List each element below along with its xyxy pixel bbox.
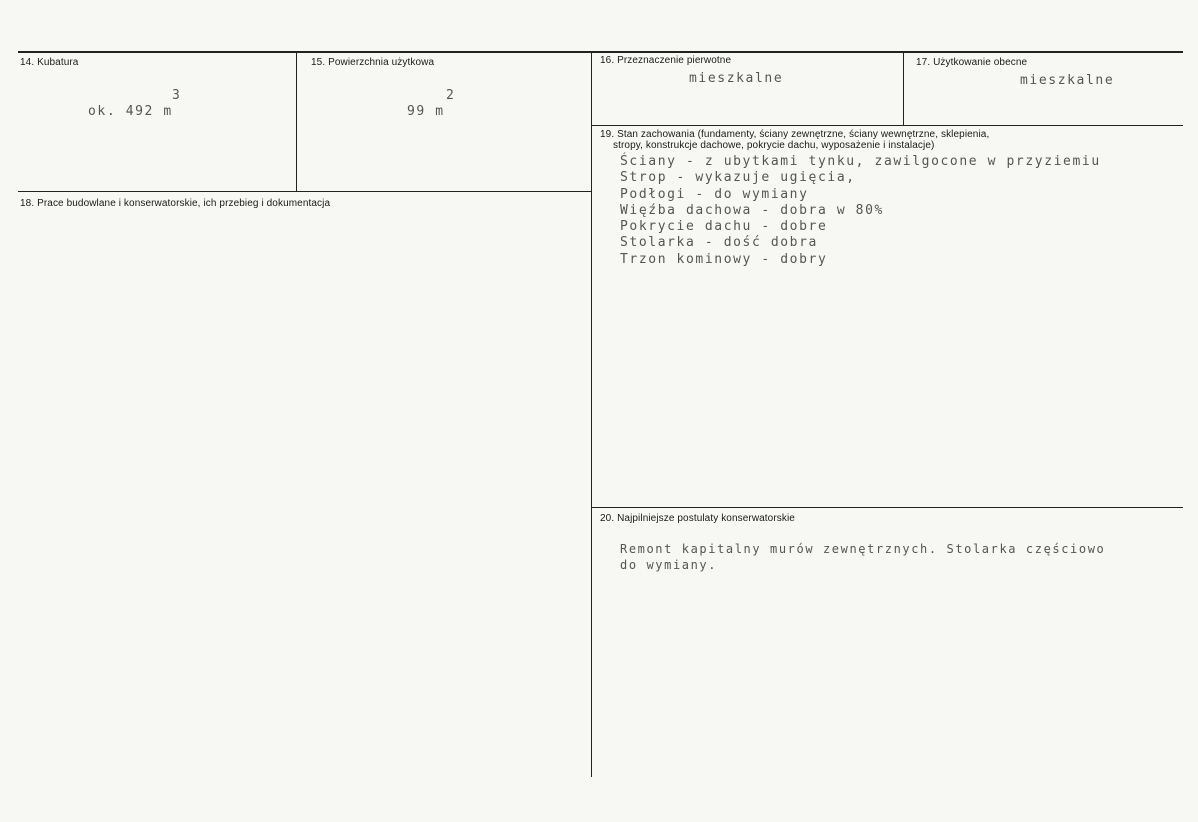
- condition-line-chimney: Trzon kominowy - dobry: [620, 251, 828, 267]
- field-19-label-line-2: stropy, konstrukcje dachowe, pokrycie dachu, wyposażenie i instalacje): [613, 140, 935, 151]
- field-17-label: 17. Użytkowanie obecne: [916, 57, 1028, 68]
- center-divider: [591, 51, 592, 777]
- condition-line-roof-truss: Więźba dachowa - dobra w 80%: [620, 202, 884, 218]
- field-19-label-line-1: 19. Stan zachowania (fundamenty, ściany zewnętrzne, ściany wewnętrzne, sklepienia,: [600, 129, 990, 140]
- condition-line-ceiling: Strop - wykazuje ugięcia,: [620, 170, 856, 186]
- field-18-label: 18. Prace budowlane i konserwatorskie, ich przebieg i dokumentacja: [20, 198, 331, 209]
- field-17-value: mieszkalne: [1020, 73, 1115, 88]
- condition-line-floors: Podłogi - do wymiany: [620, 186, 809, 202]
- field-19-text: [620, 154, 1101, 268]
- field-15-label: 15. Powierzchnia użytkowa: [311, 57, 435, 68]
- condition-line-roofing: Pokrycie dachu - dobre: [620, 219, 828, 235]
- field-20-label: 20. Najpilniejsze postulaty konserwatorskie: [600, 513, 795, 524]
- field-14-label: 14. Kubatura: [20, 57, 79, 68]
- condition-line-walls: Ściany - z ubytkami tynku, zawilgocone w przyziemiu: [620, 154, 1101, 169]
- divider-16-17: [903, 53, 904, 125]
- field-15-value: 99 m: [407, 104, 445, 119]
- field-16-label: 16. Przeznaczenie pierwotne: [600, 55, 732, 66]
- field-15-unit-exponent: 2: [446, 88, 456, 103]
- top-border-line: [18, 51, 1183, 53]
- divider-14-15: [296, 53, 297, 191]
- field-16-value: mieszkalne: [689, 71, 784, 86]
- divider-row-20: [592, 507, 1183, 508]
- field-14-unit-exponent: 3: [172, 88, 182, 103]
- field-20-text: [620, 541, 1105, 574]
- field-14-value: ok. 492 m: [88, 104, 173, 119]
- postulate-line-1: Remont kapitalny murów zewnętrznych. Stolarka częściowo: [620, 542, 1106, 556]
- postulate-line-2: do wymiany.: [620, 558, 718, 573]
- condition-line-joinery: Stolarka - dość dobra: [620, 235, 818, 251]
- divider-row-19: [592, 125, 1183, 126]
- divider-row-18: [18, 191, 591, 192]
